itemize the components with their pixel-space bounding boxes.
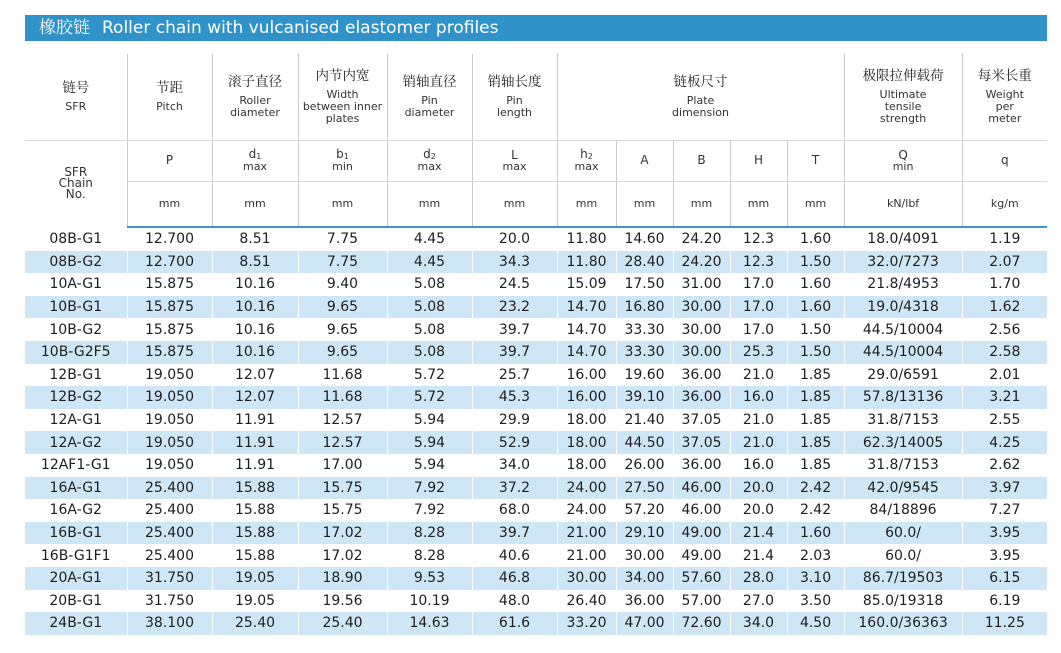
value-cell: 21.4 <box>730 522 787 545</box>
unit-cell: mm <box>472 182 557 228</box>
symbol-b: B <box>673 141 730 182</box>
value-cell: 23.2 <box>472 296 557 319</box>
symbol-d2: $d_2$ max <box>387 141 472 182</box>
value-cell: 1.50 <box>787 251 844 274</box>
value-cell: 25.400 <box>127 477 212 500</box>
value-cell: 2.56 <box>989 321 1021 338</box>
table-row <box>25 454 1047 477</box>
value-cell: 31.750 <box>127 567 212 590</box>
value-cell: 18.90 <box>298 567 387 590</box>
value-cell: 31.8/7153 <box>844 454 962 477</box>
table-row <box>25 544 1047 567</box>
table-row <box>25 567 1047 590</box>
value-cell: 11.80 <box>557 251 616 274</box>
value-cell: 19.050 <box>127 386 212 409</box>
value-cell: 26.40 <box>557 590 616 613</box>
value-cell: 7.92 <box>387 477 472 500</box>
value-cell: 25.40 <box>298 612 387 635</box>
value-cell: 14.63 <box>387 612 472 635</box>
value-cell: 15.75 <box>298 477 387 500</box>
value-cell: 14.70 <box>557 341 616 364</box>
value-cell: 62.3/14005 <box>844 431 962 454</box>
value-cell: 5.72 <box>387 364 472 387</box>
value-cell: 44.50 <box>616 431 673 454</box>
unit-cell: mm <box>673 182 730 228</box>
value-cell: 17.02 <box>298 544 387 567</box>
unit-cell: mm <box>298 182 387 228</box>
value-cell: 11.80 <box>557 227 616 251</box>
value-cell: 47.00 <box>616 612 673 635</box>
value-cell: 12.3 <box>730 227 787 251</box>
value-cell: 29.10 <box>616 522 673 545</box>
value-cell: 24.00 <box>557 477 616 500</box>
value-cell: 18.00 <box>557 454 616 477</box>
value-cell: 25.400 <box>127 544 212 567</box>
value-cell: 2.42 <box>787 477 844 500</box>
symbol-q-upper: Q min <box>844 141 962 182</box>
value-cell: 10.16 <box>212 296 298 319</box>
value-cell: 4.45 <box>387 251 472 274</box>
value-cell: 68.0 <box>472 499 557 522</box>
value-cell: 12.57 <box>298 409 387 432</box>
symbol-q-lower: q <box>962 141 1047 182</box>
value-cell: 28.0 <box>730 567 787 590</box>
table-row <box>25 386 1047 409</box>
value-cell: 16.00 <box>557 364 616 387</box>
value-cell: 36.00 <box>616 590 673 613</box>
table-row <box>25 251 1047 274</box>
value-cell: 1.85 <box>787 409 844 432</box>
header-width-inner: 内节内宽 Width between inner plates <box>298 54 387 141</box>
value-cell: 7.75 <box>298 227 387 251</box>
value-cell: 7.75 <box>298 251 387 274</box>
chain-no-cell: 12B-G1 <box>25 364 127 387</box>
value-cell: 20.0 <box>730 499 787 522</box>
value-cell: 5.94 <box>387 454 472 477</box>
value-cell: 1.60 <box>787 227 844 251</box>
value-cell: 2.01 <box>989 366 1021 383</box>
unit-cell: mm <box>616 182 673 228</box>
value-cell: 33.30 <box>616 341 673 364</box>
value-cell: 27.50 <box>616 477 673 500</box>
value-cell: 19.050 <box>127 364 212 387</box>
value-cell: 21.00 <box>557 544 616 567</box>
value-cell: 46.00 <box>673 477 730 500</box>
chain-no-cell: 10B-G2F5 <box>25 341 127 364</box>
value-cell: 15.88 <box>212 522 298 545</box>
symbol-p: P <box>127 141 212 182</box>
value-cell: 4.45 <box>387 227 472 251</box>
value-cell: 17.50 <box>616 273 673 296</box>
value-cell: 14.70 <box>557 296 616 319</box>
unit-cell: mm <box>212 182 298 228</box>
value-cell: 4.25 <box>962 431 1047 454</box>
value-cell: 11.68 <box>298 364 387 387</box>
value-cell: 6.15 <box>962 567 1047 590</box>
value-cell: 34.00 <box>616 567 673 590</box>
value-cell: 15.88 <box>212 477 298 500</box>
table-header <box>25 54 1047 227</box>
value-cell: 17.0 <box>730 296 787 319</box>
value-cell: 30.00 <box>673 341 730 364</box>
value-cell: 12.700 <box>127 251 212 274</box>
value-cell: 21.4 <box>730 544 787 567</box>
value-cell: 39.10 <box>616 386 673 409</box>
value-cell: 12.57 <box>298 431 387 454</box>
symbol-a: A <box>616 141 673 182</box>
value-cell: 20.0 <box>730 477 787 500</box>
value-cell: 37.05 <box>673 431 730 454</box>
value-cell: 17.0 <box>730 318 787 341</box>
value-cell: 5.08 <box>387 273 472 296</box>
value-cell: 29.9 <box>472 409 557 432</box>
table-row <box>25 431 1047 454</box>
value-cell: 38.100 <box>127 612 212 635</box>
value-cell: 19.0/4318 <box>844 296 962 319</box>
value-cell: 18.0/4091 <box>844 227 962 251</box>
value-cell: 36.00 <box>673 454 730 477</box>
value-cell: 26.00 <box>616 454 673 477</box>
value-cell: 21.0 <box>730 409 787 432</box>
value-cell: 11.68 <box>298 386 387 409</box>
header-weight: 每米长重 Weight per meter <box>962 54 1047 141</box>
value-cell: 8.28 <box>387 544 472 567</box>
value-cell: 1.19 <box>989 231 1021 248</box>
value-cell: 1.60 <box>787 273 844 296</box>
value-cell: 12.3 <box>730 251 787 274</box>
value-cell: 44.5/10004 <box>844 318 962 341</box>
value-cell: 86.7/19503 <box>844 567 962 590</box>
value-cell: 12.07 <box>212 364 298 387</box>
value-cell: 2.58 <box>962 341 1047 364</box>
header-chain-no: 链号 SFR <box>25 54 127 141</box>
value-cell: 3.95 <box>962 522 1047 545</box>
value-cell: 25.3 <box>730 341 787 364</box>
value-cell: 5.08 <box>387 296 472 319</box>
value-cell: 29.0/6591 <box>844 364 962 387</box>
unit-cell: mm <box>557 182 616 228</box>
value-cell: 3.50 <box>787 590 844 613</box>
value-cell: 31.8/7153 <box>844 409 962 432</box>
symbol-chain-no: SFR Chain No. <box>25 141 127 228</box>
chain-no-cell: 16B-G1F1 <box>25 544 127 567</box>
value-cell: 18.00 <box>557 431 616 454</box>
table-row <box>25 590 1047 613</box>
chain-no-cell: 24B-G1 <box>25 612 127 635</box>
unit-cell: mm <box>387 182 472 228</box>
value-cell: 52.9 <box>472 431 557 454</box>
value-cell: 42.0/9545 <box>844 477 962 500</box>
value-cell: 5.08 <box>387 318 472 341</box>
value-cell: 25.40 <box>212 612 298 635</box>
chain-no-cell: 10A-G1 <box>25 273 127 296</box>
value-cell: 25.400 <box>127 499 212 522</box>
value-cell: 19.05 <box>212 567 298 590</box>
table-row <box>25 318 1047 341</box>
value-cell: 57.20 <box>616 499 673 522</box>
table-row <box>25 364 1047 387</box>
value-cell: 45.3 <box>472 386 557 409</box>
value-cell: 60.0/ <box>844 522 962 545</box>
value-cell: 15.875 <box>127 318 212 341</box>
value-cell: 7.92 <box>387 499 472 522</box>
value-cell: 25.400 <box>127 522 212 545</box>
value-cell: 3.21 <box>962 386 1047 409</box>
chain-no-cell: 10B-G2 <box>25 318 127 341</box>
value-cell: 11.91 <box>212 454 298 477</box>
value-cell: 15.875 <box>127 296 212 319</box>
value-cell: 1.50 <box>787 318 844 341</box>
value-cell: 1.60 <box>787 296 844 319</box>
value-cell: 19.050 <box>127 409 212 432</box>
symbol-h: H <box>730 141 787 182</box>
table-body <box>25 227 1047 635</box>
value-cell: 37.2 <box>472 477 557 500</box>
value-cell: 16.0 <box>730 454 787 477</box>
value-cell: 61.6 <box>472 612 557 635</box>
value-cell: 11.91 <box>212 409 298 432</box>
value-cell: 46.8 <box>472 567 557 590</box>
chain-no-cell: 12B-G2 <box>25 386 127 409</box>
value-cell: 21.40 <box>616 409 673 432</box>
symbol-b1: $b_1$ min <box>298 141 387 182</box>
value-cell: 31.00 <box>673 273 730 296</box>
value-cell: 57.00 <box>673 590 730 613</box>
value-cell: 5.94 <box>387 409 472 432</box>
value-cell: 3.95 <box>989 547 1021 564</box>
value-cell: 18.00 <box>557 409 616 432</box>
value-cell: 4.50 <box>787 612 844 635</box>
value-cell: 8.51 <box>212 227 298 251</box>
value-cell: 9.65 <box>298 341 387 364</box>
value-cell: 17.02 <box>298 522 387 545</box>
value-cell: 19.60 <box>616 364 673 387</box>
value-cell: 60.0/ <box>844 544 962 567</box>
value-cell: 30.00 <box>673 296 730 319</box>
value-cell: 16.00 <box>557 386 616 409</box>
value-cell: 9.65 <box>298 318 387 341</box>
header-pitch: 节距 Pitch <box>127 54 212 141</box>
value-cell: 5.94 <box>387 431 472 454</box>
value-cell: 48.0 <box>472 590 557 613</box>
value-cell: 72.60 <box>673 612 730 635</box>
unit-cell: mm <box>730 182 787 228</box>
value-cell: 1.62 <box>962 296 1047 319</box>
value-cell: 5.72 <box>387 386 472 409</box>
value-cell: 10.16 <box>212 273 298 296</box>
value-cell: 24.20 <box>673 227 730 251</box>
symbol-t: T <box>787 141 844 182</box>
chain-no-cell: 10B-G1 <box>25 296 127 319</box>
table-row <box>25 409 1047 432</box>
value-cell: 2.42 <box>787 499 844 522</box>
value-cell: 33.30 <box>616 318 673 341</box>
chain-no-cell: 16B-G1 <box>25 522 127 545</box>
value-cell: 1.85 <box>787 454 844 477</box>
symbol-l: L max <box>472 141 557 182</box>
chain-no-cell: 16A-G2 <box>25 499 127 522</box>
value-cell: 15.09 <box>557 273 616 296</box>
value-cell: 9.40 <box>298 273 387 296</box>
chain-no-cell: 12A-G2 <box>25 431 127 454</box>
chain-no-cell: 12AF1-G1 <box>25 454 127 477</box>
value-cell: 34.0 <box>472 454 557 477</box>
value-cell: 16.80 <box>616 296 673 319</box>
value-cell: 2.07 <box>962 251 1047 274</box>
value-cell: 11.91 <box>212 431 298 454</box>
value-cell: 19.050 <box>127 454 212 477</box>
symbol-h2: $h_2$ max <box>557 141 616 182</box>
header-pin-length: 销轴长度 Pin length <box>472 54 557 141</box>
table-row <box>25 477 1047 500</box>
title-cn: 橡胶链 <box>39 18 90 38</box>
value-cell: 57.8/13136 <box>844 386 962 409</box>
value-cell: 30.00 <box>673 318 730 341</box>
value-cell: 12.07 <box>212 386 298 409</box>
header-pin-diameter: 销轴直径 Pin diameter <box>387 54 472 141</box>
value-cell: 31.750 <box>127 590 212 613</box>
table-row <box>25 522 1047 545</box>
chain-no-cell: 12A-G1 <box>25 409 127 432</box>
value-cell: 24.00 <box>557 499 616 522</box>
value-cell: 32.0/7273 <box>844 251 962 274</box>
value-cell: 1.60 <box>787 522 844 545</box>
header-tensile-strength: 极限拉伸载荷 Ultimate tensile strength <box>844 54 962 141</box>
value-cell: 9.65 <box>298 296 387 319</box>
chain-no-cell: 08B-G2 <box>25 251 127 274</box>
value-cell: 24.5 <box>472 273 557 296</box>
units-row <box>25 182 1047 228</box>
value-cell: 1.85 <box>787 431 844 454</box>
value-cell: 3.10 <box>787 567 844 590</box>
value-cell: 85.0/19318 <box>844 590 962 613</box>
unit-cell: mm <box>787 182 844 228</box>
unit-cell: kg/m <box>962 182 1047 228</box>
header-plate-dimension: 链板尺寸 Plate dimension <box>557 54 844 141</box>
value-cell: 25.7 <box>472 364 557 387</box>
value-cell: 40.6 <box>472 544 557 567</box>
table-row <box>25 341 1047 364</box>
chain-no-cell: 20A-G1 <box>25 567 127 590</box>
chain-no-cell: 20B-G1 <box>25 590 127 613</box>
table-row <box>25 612 1047 635</box>
value-cell: 49.00 <box>673 522 730 545</box>
value-cell: 37.05 <box>673 409 730 432</box>
table-row <box>25 273 1047 296</box>
value-cell: 15.875 <box>127 273 212 296</box>
spec-table <box>25 54 1047 635</box>
value-cell: 28.40 <box>616 251 673 274</box>
value-cell: 39.7 <box>472 522 557 545</box>
value-cell: 1.50 <box>787 341 844 364</box>
value-cell: 1.85 <box>787 364 844 387</box>
value-cell: 16.0 <box>730 386 787 409</box>
value-cell: 34.0 <box>730 612 787 635</box>
table-row <box>25 227 1047 251</box>
value-cell: 21.8/4953 <box>844 273 962 296</box>
value-cell: 8.51 <box>212 251 298 274</box>
value-cell: 6.19 <box>989 592 1021 609</box>
value-cell: 8.28 <box>387 522 472 545</box>
value-cell: 7.27 <box>989 502 1021 519</box>
value-cell: 44.5/10004 <box>844 341 962 364</box>
value-cell: 2.55 <box>989 412 1021 429</box>
value-cell: 39.7 <box>472 341 557 364</box>
title-en: Roller chain with vulcanised elastomer profiles <box>102 18 499 38</box>
value-cell: 15.88 <box>212 544 298 567</box>
value-cell: 39.7 <box>472 318 557 341</box>
value-cell: 160.0/36363 <box>844 612 962 635</box>
value-cell: 57.60 <box>673 567 730 590</box>
unit-cell: mm <box>127 182 212 228</box>
value-cell: 19.56 <box>298 590 387 613</box>
value-cell: 17.00 <box>298 454 387 477</box>
value-cell: 36.00 <box>673 364 730 387</box>
value-cell: 20.0 <box>472 227 557 251</box>
value-cell: 12.700 <box>127 227 212 251</box>
value-cell: 49.00 <box>673 544 730 567</box>
value-cell: 1.85 <box>787 386 844 409</box>
value-cell: 15.88 <box>212 499 298 522</box>
value-cell: 84/18896 <box>844 499 962 522</box>
value-cell: 15.875 <box>127 341 212 364</box>
value-cell: 11.25 <box>962 612 1047 635</box>
header-roller-diameter: 滚子直径 Roller diameter <box>212 54 298 141</box>
value-cell: 17.0 <box>730 273 787 296</box>
value-cell: 21.0 <box>730 364 787 387</box>
value-cell: 14.70 <box>557 318 616 341</box>
value-cell: 19.050 <box>127 431 212 454</box>
value-cell: 9.53 <box>387 567 472 590</box>
value-cell: 19.05 <box>212 590 298 613</box>
value-cell: 2.03 <box>787 544 844 567</box>
unit-cell: kN/lbf <box>844 182 962 228</box>
value-cell: 10.16 <box>212 341 298 364</box>
value-cell: 34.3 <box>472 251 557 274</box>
value-cell: 21.00 <box>557 522 616 545</box>
value-cell: 27.0 <box>730 590 787 613</box>
value-cell: 14.60 <box>616 227 673 251</box>
value-cell: 2.62 <box>989 457 1021 474</box>
value-cell: 5.08 <box>387 341 472 364</box>
value-cell: 21.0 <box>730 431 787 454</box>
value-cell: 30.00 <box>557 567 616 590</box>
chain-no-cell: 16A-G1 <box>25 477 127 500</box>
symbol-d1: $d_1$ max <box>212 141 298 182</box>
value-cell: 10.19 <box>387 590 472 613</box>
chain-no-cell: 08B-G1 <box>25 227 127 251</box>
value-cell: 10.16 <box>212 318 298 341</box>
value-cell: 1.70 <box>989 276 1021 293</box>
value-cell: 46.00 <box>673 499 730 522</box>
value-cell: 3.97 <box>962 477 1047 500</box>
value-cell: 36.00 <box>673 386 730 409</box>
value-cell: 33.20 <box>557 612 616 635</box>
value-cell: 15.75 <box>298 499 387 522</box>
table-row <box>25 296 1047 319</box>
value-cell: 30.00 <box>616 544 673 567</box>
title-banner <box>25 15 1047 41</box>
table-row <box>25 499 1047 522</box>
value-cell: 24.20 <box>673 251 730 274</box>
